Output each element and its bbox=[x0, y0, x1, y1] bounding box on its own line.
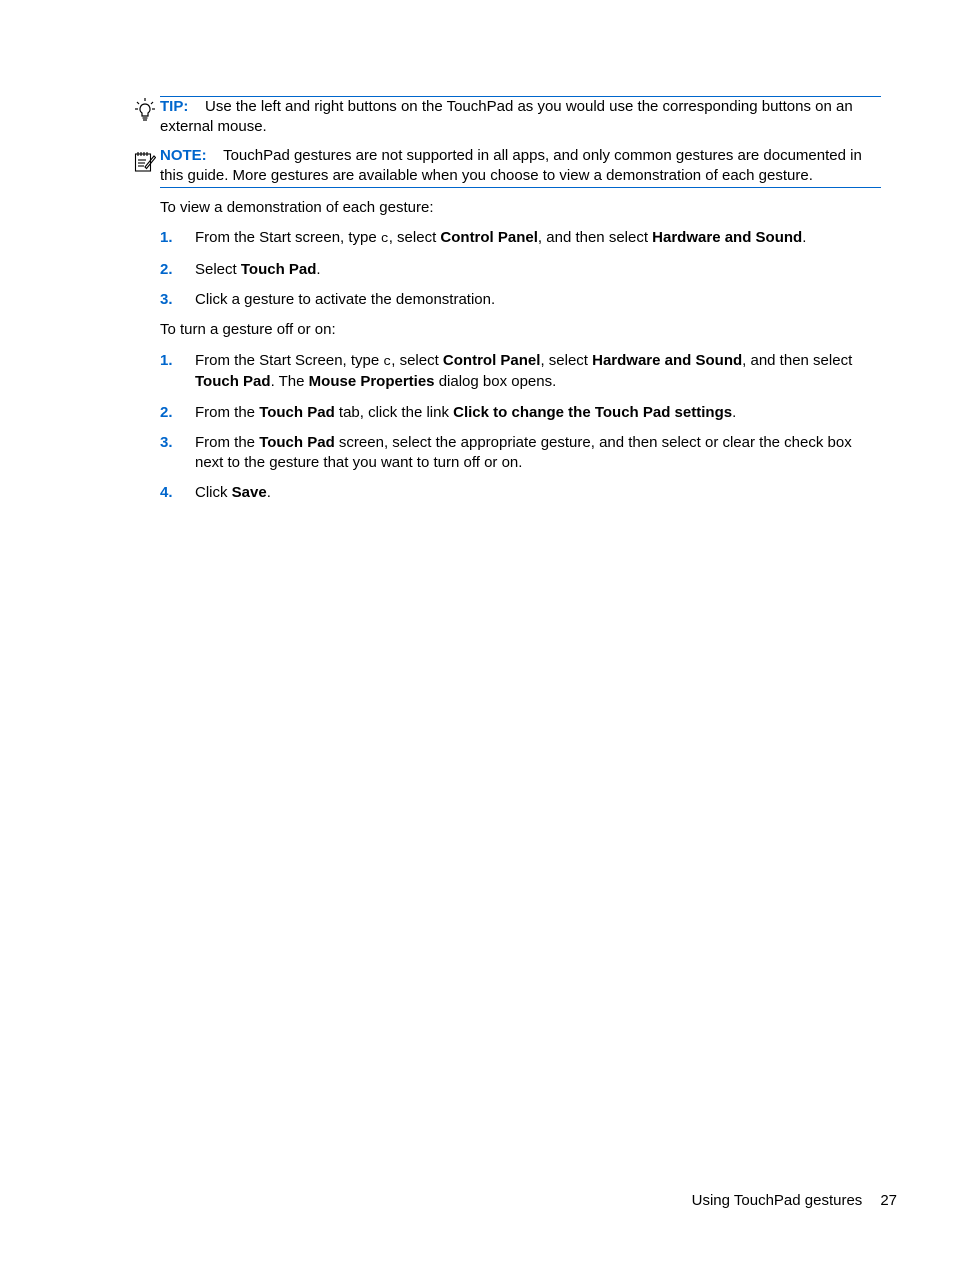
toggle-steps-list bbox=[160, 351, 881, 503]
note-label: NOTE: bbox=[160, 147, 207, 164]
page-footer bbox=[692, 1191, 897, 1211]
tip-label: TIP: bbox=[160, 98, 189, 115]
footer-section-title: Using TouchPad gestures bbox=[691, 1192, 863, 1209]
toggle-step: 1. From the Start Screen, type c, select Control Panel, select Hardware and Sound, and then select Touch Pad. The Mouse Properties dialog box opens. bbox=[160, 352, 853, 390]
demo-step: 1. From the Start screen, type c, select Control Panel, and then select Hardware and Sound. bbox=[160, 229, 807, 246]
note-text: TouchPad gestures are not supported in all apps, and only common gestures are documented in this guide. More gestures are available when you choose to view a demonstration of each gesture. bbox=[160, 147, 862, 184]
step-number: 1. bbox=[160, 229, 173, 246]
note-callout bbox=[160, 146, 881, 188]
step-number: 1. bbox=[160, 352, 173, 369]
demo-step: 2. Select Touch Pad. bbox=[160, 261, 321, 278]
step-number: 4. bbox=[160, 484, 173, 501]
demo-intro: To view a demonstration of each gesture: bbox=[160, 199, 434, 216]
document-body bbox=[160, 96, 881, 503]
toggle-step: 4. Click Save. bbox=[160, 484, 271, 501]
demo-step: 3. Click a gesture to activate the demonstration. bbox=[160, 291, 496, 308]
demo-steps-list bbox=[160, 228, 881, 310]
step-number: 2. bbox=[160, 404, 173, 421]
toggle-step: 2. From the Touch Pad tab, click the link Click to change the Touch Pad settings. bbox=[160, 404, 737, 421]
typed-key: c bbox=[380, 231, 389, 246]
step-number: 2. bbox=[160, 261, 173, 278]
lightbulb-icon bbox=[134, 97, 156, 125]
tip-callout bbox=[160, 96, 881, 137]
typed-key: c bbox=[383, 354, 392, 369]
step-number: 3. bbox=[160, 291, 173, 308]
step-number: 3. bbox=[160, 434, 173, 451]
tip-text: Use the left and right buttons on the TouchPad as you would use the corresponding buttons on an external mouse. bbox=[160, 98, 853, 135]
toggle-intro: To turn a gesture off or on: bbox=[160, 321, 336, 338]
page-number: 27 bbox=[880, 1192, 897, 1209]
toggle-step: 3. From the Touch Pad screen, select the appropriate gesture, and then select or clear the check box next to the gesture that you want to turn off or on. bbox=[160, 434, 852, 471]
note-pad-icon bbox=[134, 148, 156, 176]
